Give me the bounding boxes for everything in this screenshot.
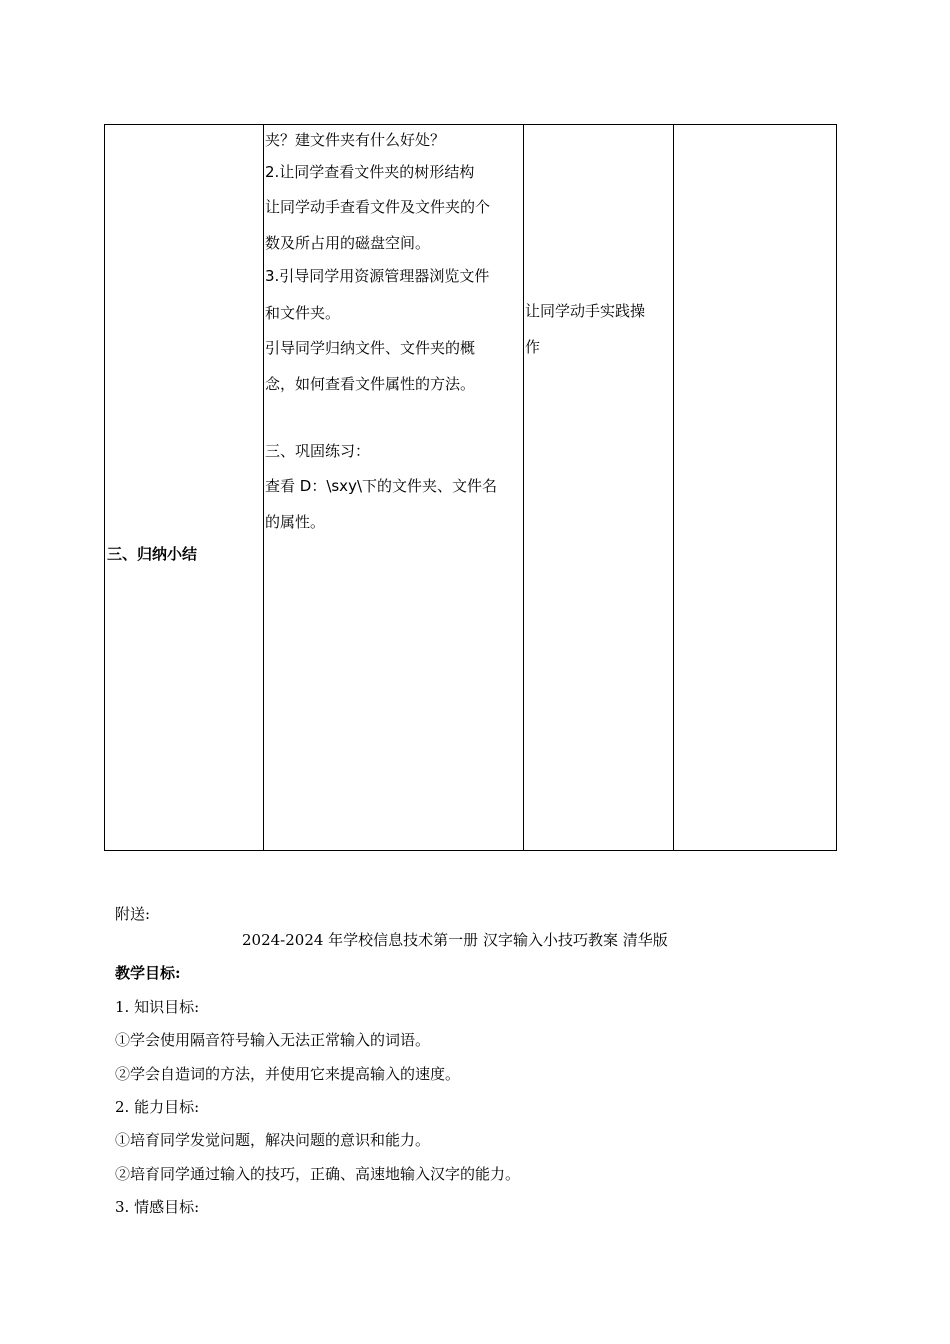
objectives-heading: 教学目标: [115, 964, 181, 982]
content-line: 3.引导同学用资源管理器浏览文件 [265, 267, 490, 285]
objective-item: 3. 情感目标: [115, 1198, 200, 1216]
content-line: 查看 D：\sxy\下的文件夹、文件名 [265, 477, 497, 495]
content-line: 的属性。 [265, 513, 326, 531]
activity-line: 让同学动手实践操 [525, 302, 646, 320]
content-line: 念，如何查看文件属性的方法。 [265, 375, 476, 393]
content-line: 让同学动手查看文件及文件夹的个 [265, 198, 491, 216]
column-divider [523, 125, 524, 850]
document-title: 2024-2024 年学校信息技术第一册 汉字输入小技巧教案 清华版 [242, 931, 668, 949]
content-line: 夹？建文件夹有什么好处？ [265, 131, 446, 149]
content-line: 三、巩固练习： [265, 442, 371, 460]
column-divider [263, 125, 264, 850]
content-line: 引导同学归纳文件、文件夹的概 [265, 339, 476, 357]
content-line: 数及所占用的磁盘空间。 [265, 234, 431, 252]
column-divider [673, 125, 674, 850]
content-line: 和文件夹。 [265, 304, 341, 322]
section-label: 三、归纳小结 [107, 545, 198, 563]
content-line: 2.让同学查看文件夹的树形结构 [265, 163, 475, 181]
objective-item: 1. 知识目标: [115, 998, 200, 1016]
lesson-table [104, 124, 837, 851]
objective-item: ②培育同学通过输入的技巧，正确、高速地输入汉字的能力。 [115, 1165, 521, 1183]
activity-line: 作 [525, 338, 541, 356]
objective-item: ②学会自造词的方法，并使用它来提高输入的速度。 [115, 1065, 461, 1083]
objective-item: 2. 能力目标: [115, 1098, 200, 1116]
appendix-label: 附送: [115, 905, 151, 923]
objective-item: ①培育同学发觉问题，解决问题的意识和能力。 [115, 1131, 431, 1149]
objective-item: ①学会使用隔音符号输入无法正常输入的词语。 [115, 1031, 431, 1049]
